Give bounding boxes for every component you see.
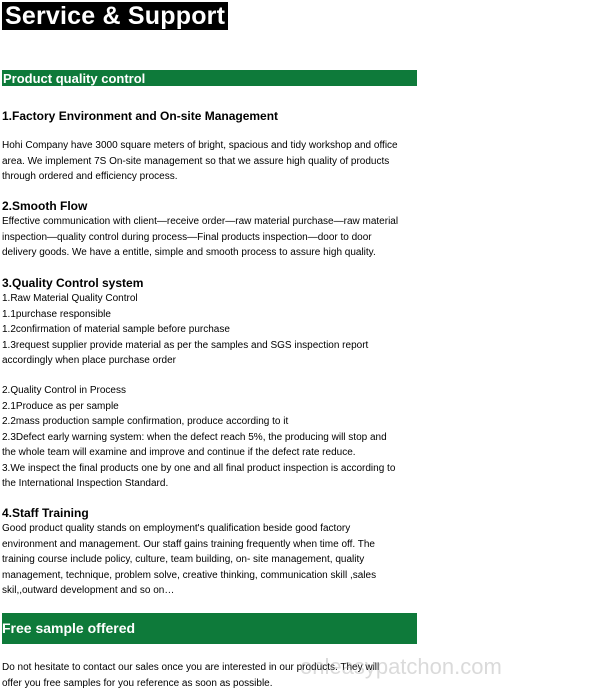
watermark: onleasypatchon.com bbox=[300, 654, 502, 679]
paragraph-staff-training: Good product quality stands on employment's qualification beside good factory environment and management. Our staff gains training frequently when time off. The training course include policy, culture, team building, on- site management, quality management, technique, problem solve, creative thinking, communication skill ,sales skil,,outward development and so on… bbox=[2, 523, 377, 596]
section-header-quality: Product quality control bbox=[2, 70, 417, 86]
heading-quality-control-system: 3.Quality Control system bbox=[2, 276, 144, 290]
section-header-free-sample: Free sample offered bbox=[2, 613, 417, 644]
paragraph-process-control: 2.Quality Control in Process 2.1Produce as per sample 2.2mass production sample confirmation, produce according to it 2.3Defect early warning system: when the defect reach 5%, the producing will stop and the whole team will examine and improve and continue if the defect rate reduce. 3.We inspect the final products one by one and all final product inspection is according to the International Inspection Standard. bbox=[2, 385, 396, 489]
paragraph-free-sample: Do not hesitate to contact our sales once you are interested in our products. They will offer you free samples for you reference as soon as possible. bbox=[2, 662, 380, 689]
paragraph-factory-environment: Hohi Company have 3000 square meters of bright, spacious and tidy workshop and office area. We implement 7S On-site management so that we assure high quality of products through ordered and efficiency process. bbox=[2, 140, 398, 182]
page-title: Service & Support bbox=[2, 2, 228, 30]
heading-smooth-flow: 2.Smooth Flow bbox=[2, 199, 88, 213]
heading-factory-environment: 1.Factory Environment and On-site Management bbox=[2, 109, 279, 123]
paragraph-smooth-flow: Effective communication with client—receive order—raw material purchase—raw material inspection—quality control during process—Final products inspection—door to door delivery goods. We have a entitle, simple and smooth process to assure high quality. bbox=[2, 216, 399, 258]
heading-staff-training: 4.Staff Training bbox=[2, 506, 89, 520]
paragraph-raw-material-control: 1.Raw Material Quality Control 1.1purchase responsible 1.2confirmation of material sample before purchase 1.3request supplier provide material as per the samples and SGS inspection report accordingly when place purchase order bbox=[2, 293, 369, 366]
